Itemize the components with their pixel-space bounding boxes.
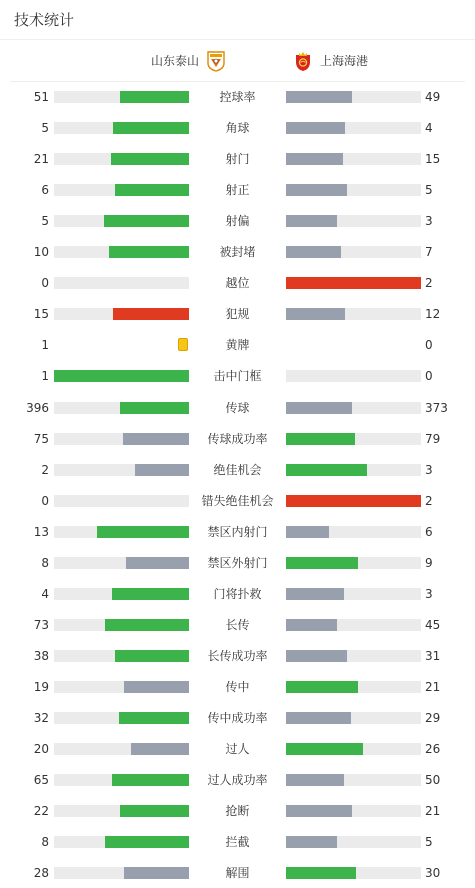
home-bar-track [54,619,189,631]
home-value: 2 [41,462,49,477]
away-value: 9 [425,555,433,570]
stat-row [0,180,475,200]
away-bar [286,433,355,445]
away-value: 0 [425,369,433,384]
away-value: 31 [425,648,441,663]
away-value: 7 [425,245,433,260]
home-bar-track [54,650,189,662]
home-value: 20 [33,742,49,757]
home-bar [105,836,189,848]
home-bar [97,526,189,538]
stat-row [0,460,475,480]
away-team [292,40,368,81]
stat-row [0,87,475,107]
away-bar-track [286,184,421,196]
home-bar [124,681,189,693]
away-value: 3 [425,586,433,601]
away-bar [286,402,352,414]
stat-label: 传中成功率 [207,711,268,725]
stat-row [0,149,475,169]
away-team-name: 上海海港 [320,54,369,68]
home-value: 396 [26,400,49,415]
home-value: 22 [33,804,49,819]
home-bar-track [54,774,189,786]
away-bar-track [286,526,421,538]
stat-row [0,615,475,635]
away-bar-track [286,681,421,693]
away-bar [286,836,337,848]
team-header [10,40,465,82]
stat-label: 角球 [225,121,250,136]
stat-label: 射门 [225,152,250,167]
home-bar-track [54,277,189,289]
stat-row [0,708,475,728]
away-value: 5 [425,835,433,850]
stat-label: 解围 [225,866,250,881]
home-bar [104,215,189,227]
away-bar [286,464,367,476]
away-value: 29 [425,711,441,725]
stat-row [0,118,475,138]
away-value: 26 [425,742,441,757]
away-bar-track [286,153,421,165]
home-bar-track [54,526,189,538]
stat-label: 传球成功率 [207,431,268,446]
away-bar-track [286,246,421,258]
home-bar [120,91,189,103]
away-value: 30 [425,866,441,881]
away-bar [286,215,337,227]
home-value: 51 [33,90,49,104]
away-bar-track [286,867,421,879]
away-bar [286,650,347,662]
away-bar-track [286,557,421,569]
away-bar [286,681,358,693]
header [0,0,475,40]
home-value: 32 [33,711,49,725]
home-value: 28 [33,866,49,881]
stat-label: 长传成功率 [207,648,268,663]
stat-row [0,770,475,790]
home-bar [115,650,189,662]
away-bar-track [286,91,421,103]
away-value: 3 [425,214,433,229]
home-value: 1 [41,369,49,384]
stat-label: 过人成功率 [207,773,268,788]
away-bar-track [286,650,421,662]
stat-row [0,242,475,262]
stat-label: 传中 [225,679,250,694]
home-bar [135,464,189,476]
stat-row [0,491,475,511]
stat-label: 黄牌 [225,338,250,353]
away-bar [286,246,341,258]
away-bar [286,277,421,289]
home-bar-track [54,588,189,600]
away-bar [286,867,356,879]
home-value: 38 [33,648,49,663]
home-bar [126,557,189,569]
stat-label: 控球率 [219,90,256,104]
home-bar [105,619,189,631]
shanghai-port-logo-icon [292,50,314,72]
stat-row [0,522,475,542]
home-bar-track [54,712,189,724]
home-bar-track [54,805,189,817]
home-bar [123,433,189,445]
home-value: 15 [33,307,49,322]
stat-row [0,366,475,386]
home-value: 10 [33,245,49,260]
home-value: 1 [41,338,49,353]
page-title: 技术统计 [14,11,75,29]
away-value: 2 [425,276,433,291]
home-bar-track [54,308,189,320]
stat-label: 犯规 [225,307,250,322]
home-bar-track [54,433,189,445]
away-bar-track [286,402,421,414]
stat-label: 绝佳机会 [213,462,262,477]
stat-label: 射正 [225,183,250,198]
home-bar-track [54,743,189,755]
stat-row [0,304,475,324]
away-bar-track [286,277,421,289]
away-value: 6 [425,524,433,539]
away-bar [286,588,344,600]
stat-row [0,273,475,293]
home-value: 73 [33,617,49,632]
home-value: 5 [41,214,49,229]
away-bar-track [286,122,421,134]
away-bar-track [286,743,421,755]
stat-label: 被封堵 [219,245,256,260]
stat-label: 抢断 [225,804,250,819]
away-bar-track [286,464,421,476]
home-bar-track [54,184,189,196]
away-value: 79 [425,431,441,446]
home-value: 0 [41,493,49,508]
home-value: 65 [33,773,49,788]
stat-label: 越位 [225,276,250,291]
home-bar-track [54,495,189,507]
home-value: 75 [33,431,49,446]
home-bar [112,588,189,600]
shandong-taishan-logo-icon [205,50,227,72]
away-value: 373 [425,400,448,415]
home-bar [115,184,189,196]
away-bar-track [286,774,421,786]
stat-label: 禁区外射门 [207,555,268,570]
away-value: 15 [425,152,441,167]
home-bar [119,712,189,724]
home-bar [131,743,189,755]
home-bar [111,153,189,165]
stat-row [0,584,475,604]
home-bar [124,867,189,879]
home-value: 13 [33,524,49,539]
home-bar [109,246,189,258]
away-value: 12 [425,307,441,322]
stat-label: 过人 [225,742,250,757]
home-bar [112,774,189,786]
away-bar [286,774,344,786]
home-bar-track [54,153,189,165]
home-value: 19 [33,679,49,694]
home-bar-track [54,867,189,879]
home-bar [113,122,189,134]
away-bar [286,122,345,134]
home-bar [113,308,189,320]
away-bar-track [286,588,421,600]
stat-label: 射偏 [225,214,250,229]
home-value: 0 [41,276,49,291]
away-bar [286,91,352,103]
away-bar [286,712,351,724]
away-bar [286,526,329,538]
away-bar-track [286,836,421,848]
away-bar-track [286,712,421,724]
home-bar-track [54,122,189,134]
away-bar-track [286,805,421,817]
home-team-name: 山东泰山 [150,54,199,68]
away-value: 50 [425,773,441,788]
stat-row [0,553,475,573]
away-value: 45 [425,617,441,632]
home-value: 8 [41,835,49,850]
home-bar-track [54,402,189,414]
stat-row [0,646,475,666]
away-bar [286,743,363,755]
stat-label: 击中门框 [213,369,262,384]
stat-label: 传球 [225,400,250,415]
stat-row [0,429,475,449]
away-bar-track [286,370,421,382]
home-bar-track [54,215,189,227]
stat-row [0,863,475,883]
home-team [151,40,227,81]
stat-row [0,677,475,697]
stat-row [0,211,475,231]
away-bar-track [286,619,421,631]
stat-label: 禁区内射门 [207,524,268,539]
home-value: 5 [41,121,49,136]
away-value: 4 [425,121,433,136]
home-bar [120,805,189,817]
stat-label: 拦截 [225,835,250,850]
home-bar [54,370,189,382]
stat-label: 错失绝佳机会 [201,493,274,508]
home-bar-track [54,91,189,103]
stat-row [0,832,475,852]
away-bar-track [286,433,421,445]
yellow-card-icon [178,338,188,351]
home-bar-track [54,246,189,258]
stat-label: 门将扑救 [213,586,262,601]
away-value: 21 [425,679,441,694]
home-bar-track [54,464,189,476]
away-bar [286,184,347,196]
home-value: 8 [41,555,49,570]
stat-row [0,398,475,418]
stat-row [0,739,475,759]
home-bar-track [54,836,189,848]
home-value: 21 [33,152,49,167]
stat-row [0,335,475,355]
away-value: 3 [425,462,433,477]
away-value: 21 [425,804,441,819]
away-bar [286,619,337,631]
away-bar-track [286,495,421,507]
away-bar-track [286,215,421,227]
away-bar-track [286,308,421,320]
away-value: 2 [425,493,433,508]
away-bar [286,557,358,569]
home-bar-track [54,557,189,569]
home-bar-track [54,681,189,693]
away-bar [286,805,352,817]
away-bar [286,495,421,507]
home-bar [120,402,189,414]
away-value: 0 [425,338,433,353]
home-bar-track [54,370,189,382]
away-value: 5 [425,183,433,198]
away-value: 49 [425,90,441,104]
stat-row [0,801,475,821]
home-value: 6 [41,183,49,198]
stat-label: 长传 [225,617,250,632]
away-bar [286,153,343,165]
home-value: 4 [41,586,49,601]
away-bar [286,308,345,320]
